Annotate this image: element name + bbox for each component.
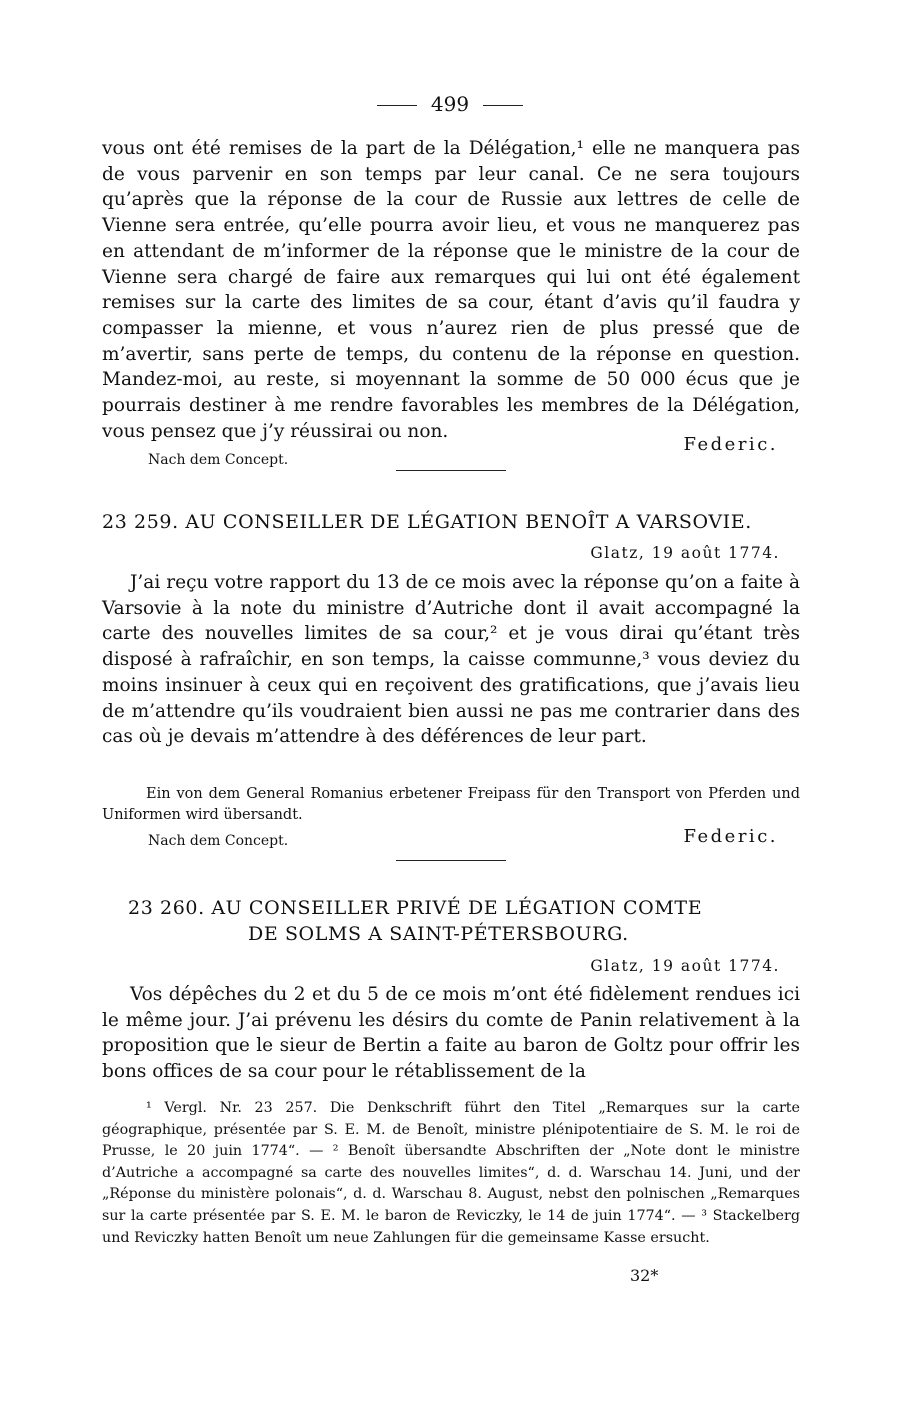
letter-23260-body <box>102 982 800 1085</box>
header-rule-right <box>483 105 523 106</box>
letter-23260-heading-line1: 23 260. AU CONSEILLER PRIVÉ DE LÉGATION COMTE <box>128 897 703 919</box>
page-number: 499 <box>430 92 470 116</box>
footnotes <box>102 1098 800 1249</box>
source-note-2: Nach dem Concept. <box>148 833 289 849</box>
continued-letter-text <box>102 136 800 444</box>
signature-1: Federic. <box>683 434 778 455</box>
section-divider-1 <box>396 470 506 471</box>
letter-23260-text: Vos dépêches du 2 et du 5 de ce mois m’ont été fidèlement rendues ici le même jour. J’ai prévenu les désirs du comte de Panin relativement à la proposition que le sieur de Bertin a faite au baron de Goltz pour offrir les bons offices de sa cour pour le rétablissement de la <box>102 984 800 1083</box>
signature-mark: 32* <box>630 1266 659 1285</box>
signature-2: Federic. <box>683 826 778 847</box>
letter-23259-place-date: Glatz, 19 août 1774. <box>590 544 780 562</box>
letter-23259-body <box>102 570 800 750</box>
letter-23259-heading: 23 259. AU CONSEILLER DE LÉGATION BENOÎT A VARSOVIE. <box>102 511 752 533</box>
source-note-1: Nach dem Concept. <box>148 452 289 468</box>
letter-23259-summary-text: Ein von dem General Romanius erbetener Freipass für den Transport von Pferden und Uniformen wird übersandt. <box>102 786 800 823</box>
page-header <box>0 92 900 116</box>
top-paragraph: vous ont été remises de la part de la Délégation,¹ elle ne manquera pas de vous parvenir en son temps par leur canal. Ce ne sera toujours qu’après que la réponse de la cour de Russie aux lettres de celle de Vienne sera entrée, qu’elle pourra avoir lieu, et vous ne manquerez pas en attendant de m’informer de la réponse que le ministre de la cour de Vienne sera chargé de faire aux remarques qui lui ont été également remises sur la carte des limites de sa cour, étant d’avis qu’il faudra y compasser la mienne, et vous n’aurez rien de plus pressé que de m’avertir, sans perte de temps, du contenu de la réponse en question. Mandez-moi, au reste, si moyennant la somme de 50 000 écus que je pourrais destiner à me rendre favorables les membres de la Délégation, vous pensez que j’y réussirai ou non. <box>102 138 800 442</box>
footnotes-text: ¹ Vergl. Nr. 23 257. Die Denkschrift führt den Titel „Remarques sur la carte géographique, présentée par S. E. M. de Benoît, ministre plénipotentiaire de S. M. le roi de Prusse, le 20 juin 1774“. — ² Benoît übersandte Abschriften der „Note dont le ministre d’Autriche a accompagné sa carte des nouvelles limites“, d. d. Warschau 14. Juni, und der „Réponse du ministère polonais“, d. d. Warschau 8. August, nebst den polnischen „Remarques sur la carte présentée par S. E. M. le baron de Reviczky, le 14 de juin 1774“. — ³ Stackelberg und Reviczky hatten Benoît um neue Zahlungen für die gemeinsame Kasse ersucht. <box>102 1100 800 1246</box>
letter-23260-heading-line2: DE SOLMS A SAINT-PÉTERSBOURG. <box>248 923 629 945</box>
letter-23259-text: J’ai reçu votre rapport du 13 de ce mois avec la réponse qu’on a faite à Varsovie à la note du ministre d’Autriche dont il avait accompagné la carte des nouvelles limites de sa cour,² et je vous dirai qu’étant très disposé à rafraîchir, en son temps, la caisse communne,³ vous deviez du moins insinuer à ceux qui en reçoivent des gratifications, que j’avais lieu de m’attendre qu’ils voudraient bien aussi ne pas me contrarier dans des cas où je devais m’attendre à des déférences de leur part. <box>102 572 800 748</box>
letter-23260-place-date: Glatz, 19 août 1774. <box>590 957 780 975</box>
header-rule-left <box>377 105 417 106</box>
section-divider-2 <box>396 860 506 861</box>
letter-23259-summary <box>102 784 800 826</box>
